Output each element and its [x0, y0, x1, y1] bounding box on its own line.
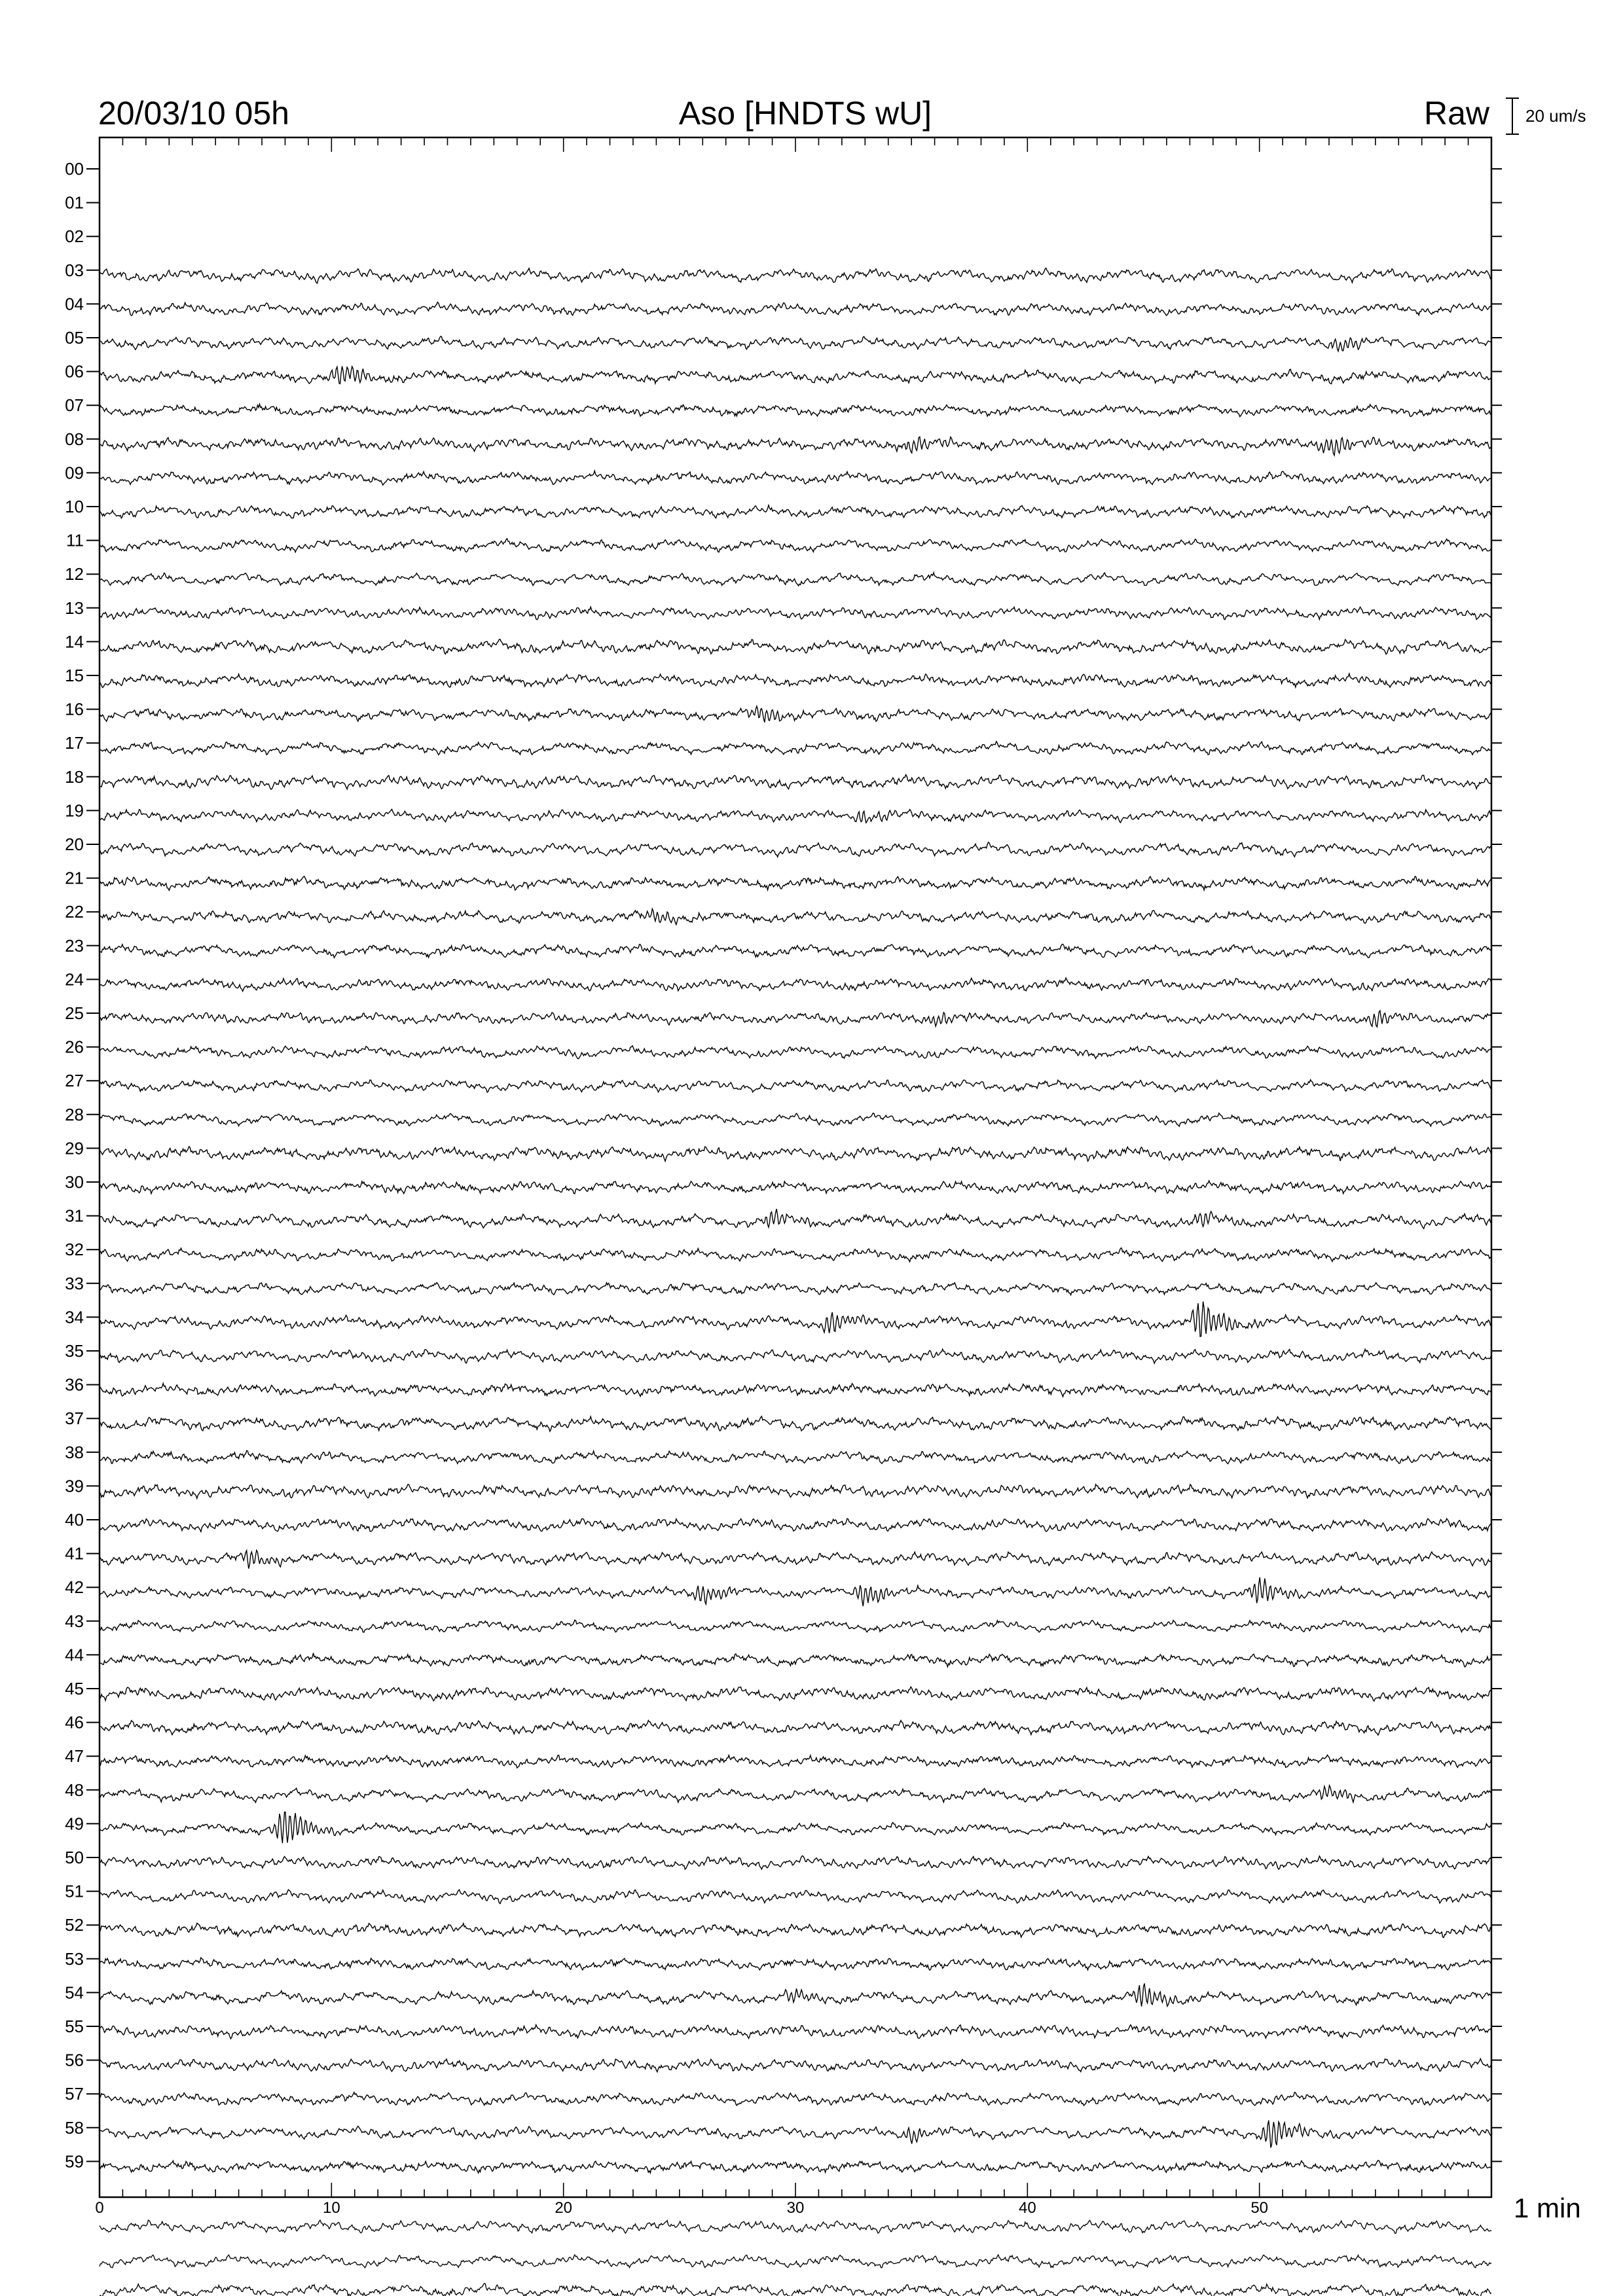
- trace-row-37: [100, 1416, 1491, 1431]
- row-label: 53: [65, 1948, 84, 1969]
- trace-row-44: [100, 1653, 1491, 1667]
- trace-row-04: [100, 302, 1491, 315]
- trace-row-16: [100, 706, 1491, 723]
- trace-row-22: [100, 909, 1491, 925]
- x-tick-label: 50: [1250, 2199, 1269, 2217]
- row-label: 55: [65, 2017, 84, 2036]
- row-label: 44: [65, 1645, 84, 1665]
- row-label: 43: [65, 1611, 84, 1631]
- trace-row-18: [100, 775, 1491, 789]
- trace-row-47: [100, 1755, 1491, 1768]
- row-label: 33: [65, 1273, 84, 1293]
- row-label: 04: [65, 294, 84, 314]
- plot-frame: [100, 137, 1491, 2197]
- overflow-traces: [100, 2220, 1491, 2296]
- trace-row-28: [100, 1113, 1491, 1126]
- x-tick-label: 40: [1018, 2199, 1036, 2217]
- x-tick-label: 20: [555, 2199, 573, 2217]
- time-unit-label: 1 min: [1514, 2193, 1581, 2223]
- trace-row-03: [100, 268, 1491, 283]
- trace-row-52: [100, 1923, 1491, 1937]
- trace-row-35: [100, 1349, 1491, 1363]
- row-label: 34: [65, 1307, 84, 1327]
- trace-row-46: [100, 1721, 1491, 1736]
- trace-row-05: [100, 336, 1491, 351]
- row-label: 46: [65, 1712, 84, 1732]
- row-label: 51: [65, 1881, 84, 1901]
- trace-row-41: [100, 1551, 1491, 1569]
- row-label: 08: [65, 429, 84, 449]
- row-label: 29: [65, 1138, 84, 1158]
- trace-row-31: [100, 1209, 1491, 1229]
- trace-row-19: [100, 810, 1491, 823]
- top-minute-ticks: [100, 137, 1491, 152]
- trace-row-48: [100, 1785, 1491, 1803]
- trace-row-21: [100, 876, 1491, 891]
- row-label: 48: [65, 1780, 84, 1800]
- overflow-trace: [100, 2284, 1491, 2296]
- trace-row-27: [100, 1080, 1491, 1092]
- trace-row-15: [100, 673, 1491, 687]
- row-label: 26: [65, 1037, 84, 1057]
- trace-row-43: [100, 1620, 1491, 1632]
- row-label: 05: [65, 328, 84, 348]
- row-label: 11: [66, 530, 84, 550]
- overflow-trace: [100, 2255, 1491, 2268]
- trace-row-36: [100, 1384, 1491, 1397]
- row-label: 47: [65, 1746, 84, 1767]
- trace-row-17: [100, 742, 1491, 755]
- row-label: 25: [65, 1003, 84, 1023]
- row-label: 18: [65, 766, 84, 787]
- row-label: 24: [65, 969, 84, 990]
- trace-row-24: [100, 978, 1491, 992]
- row-label: 50: [65, 1848, 84, 1867]
- trace-row-23: [100, 944, 1491, 958]
- trace-row-39: [100, 1484, 1491, 1499]
- row-label: 07: [65, 395, 84, 416]
- trace-row-10: [100, 505, 1491, 518]
- trace-row-14: [100, 639, 1491, 655]
- row-label: 37: [65, 1408, 84, 1429]
- row-label: 56: [65, 2050, 84, 2070]
- row-label: 02: [65, 226, 84, 247]
- row-label: 42: [65, 1577, 84, 1598]
- x-tick-label: 10: [322, 2199, 340, 2217]
- row-label: 13: [65, 598, 84, 618]
- row-label: 40: [65, 1510, 84, 1530]
- trace-row-30: [100, 1181, 1491, 1194]
- x-tick-label: 30: [786, 2199, 805, 2217]
- row-label: 28: [65, 1104, 84, 1124]
- trace-row-59: [100, 2161, 1491, 2173]
- row-label: 19: [65, 800, 84, 821]
- trace-row-51: [100, 1890, 1491, 1903]
- row-label: 12: [65, 564, 84, 584]
- row-label: 49: [65, 1814, 84, 1834]
- trace-row-49: [100, 1812, 1491, 1844]
- row-label: 15: [65, 666, 84, 685]
- trace-row-54: [100, 1984, 1491, 2007]
- station-title: Aso [HNDTS wU]: [678, 95, 932, 132]
- trace-row-55: [100, 2025, 1491, 2039]
- trace-row-07: [100, 404, 1491, 416]
- row-label: 03: [65, 260, 84, 280]
- row-label: 17: [65, 733, 84, 753]
- row-labels: [65, 159, 1502, 2171]
- row-label: 23: [65, 935, 84, 956]
- row-label: 58: [65, 2117, 84, 2138]
- amplitude-scale-bar: [1506, 98, 1519, 134]
- trace-row-25: [100, 1011, 1491, 1027]
- row-label: 21: [65, 868, 84, 888]
- trace-row-26: [100, 1046, 1491, 1059]
- trace-row-50: [100, 1856, 1491, 1869]
- trace-row-42: [100, 1577, 1491, 1606]
- trace-row-40: [100, 1518, 1491, 1532]
- trace-row-20: [100, 842, 1491, 857]
- trace-row-34: [100, 1302, 1491, 1337]
- row-label: 10: [65, 497, 84, 516]
- trace-row-06: [100, 367, 1491, 384]
- seismic-traces: [100, 268, 1491, 2174]
- overflow-trace: [100, 2220, 1491, 2233]
- row-label: 59: [65, 2151, 84, 2172]
- row-label: 52: [65, 1915, 84, 1935]
- row-label: 36: [65, 1374, 84, 1395]
- row-label: 01: [65, 192, 84, 213]
- row-label: 27: [65, 1071, 84, 1091]
- trace-row-33: [100, 1283, 1491, 1295]
- x-tick-label: 0: [95, 2199, 104, 2217]
- row-label: 16: [65, 699, 84, 719]
- row-label: 41: [65, 1543, 84, 1564]
- trace-row-09: [100, 471, 1491, 485]
- trace-row-38: [100, 1450, 1491, 1463]
- row-label: 30: [65, 1172, 84, 1192]
- trace-row-56: [100, 2058, 1491, 2072]
- row-label: 54: [65, 1982, 84, 2003]
- row-label: 38: [65, 1442, 84, 1462]
- row-label: 39: [65, 1476, 84, 1496]
- row-label: 06: [65, 361, 84, 382]
- trace-row-32: [100, 1248, 1491, 1262]
- row-label: 22: [65, 902, 84, 922]
- trace-row-53: [100, 1958, 1491, 1970]
- row-label: 45: [65, 1679, 84, 1698]
- row-label: 32: [65, 1240, 84, 1260]
- trace-row-29: [100, 1147, 1491, 1162]
- row-label: 14: [65, 632, 84, 652]
- bottom-time-axis: [95, 2183, 1491, 2217]
- trace-row-11: [100, 539, 1491, 552]
- row-label: 00: [65, 159, 84, 179]
- row-label: 20: [65, 834, 84, 854]
- row-label: 31: [65, 1206, 84, 1226]
- trace-row-13: [100, 607, 1491, 620]
- trace-row-12: [100, 573, 1491, 586]
- row-label: 35: [65, 1341, 84, 1361]
- trace-row-08: [100, 437, 1491, 455]
- mode-label: Raw: [1423, 95, 1489, 132]
- trace-row-57: [100, 2092, 1491, 2106]
- scale-label: 20 um/s: [1525, 106, 1586, 126]
- row-label: 57: [65, 2084, 84, 2104]
- row-label: 09: [65, 463, 84, 483]
- trace-row-58: [100, 2121, 1491, 2148]
- record-datetime: 20/03/10 05h: [98, 95, 289, 132]
- trace-row-45: [100, 1687, 1491, 1701]
